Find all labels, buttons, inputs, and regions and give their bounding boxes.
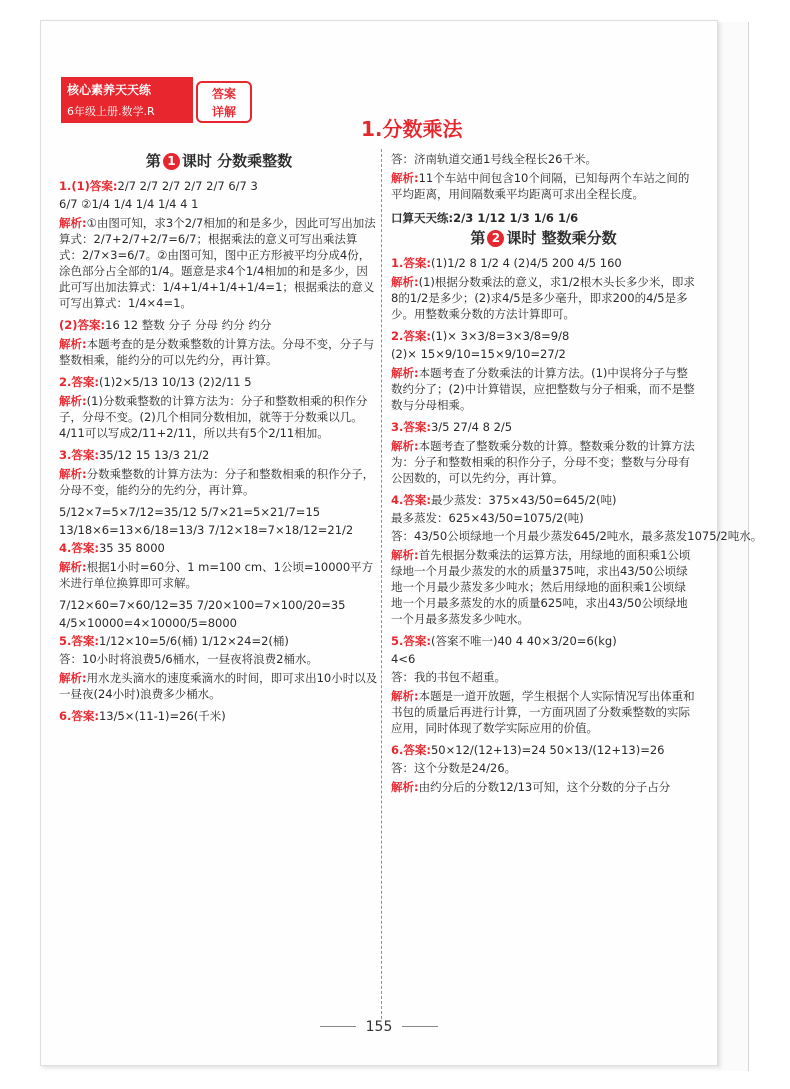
question-number: 2.: [59, 375, 72, 389]
answer-row: [391, 346, 696, 362]
question-number: 6.: [391, 743, 404, 757]
answer-text: 由约分后的分数12/13可知，这个分数的分子占分: [418, 780, 671, 794]
answer-row: [391, 669, 696, 685]
explanation-label: 解析:: [391, 780, 419, 794]
badge-line-1: 答案: [211, 87, 236, 101]
answer-text: 根据1小时=60分、1 m=100 cm、1公顷=10000平方米进行单位换算即可求解。: [59, 560, 374, 590]
unit-title: 1.分数乘法: [361, 117, 463, 141]
page-footer: [41, 1019, 717, 1035]
answer-row: [59, 178, 379, 194]
badge-line-2: 详解: [211, 105, 236, 119]
banner-title: 核心素养天天练: [67, 83, 152, 97]
answer-text: 7/12×60=7×60/12=35 7/20×100=7×100/20=35: [59, 598, 346, 612]
explanation-block: [391, 274, 696, 322]
answer-label: 答案:: [71, 541, 99, 555]
answer-text: 答：43/50公顷绿地一个月最少蒸发645/2吨水，最多蒸发1075/2吨水。: [391, 529, 763, 543]
answer-text: 本题考查了整数乘分数的计算。整数乘分数的计算方法为：分子和整数相乘的积作分子，分母不变；整数与分母有公因数的，可以先约分，再计算。: [391, 439, 695, 485]
explanation-label: 解析:: [391, 366, 419, 380]
answer-label: 答案:: [403, 256, 431, 270]
explanation-label: 解析:: [391, 689, 419, 703]
answer-text: 最多蒸发：625×43/50=1075/2(吨): [391, 511, 584, 525]
banner-subtitle: 6年级上册.数学.R: [67, 105, 155, 118]
lesson-2-name: 课时 整数乘分数: [506, 229, 617, 247]
footer-dash-right: [402, 1026, 438, 1027]
answer-text: 13/5×(11-1)=26(千米): [98, 709, 226, 723]
answer-text: 2/7 2/7 2/7 2/7 2/7 6/7 3: [117, 179, 258, 193]
question-number: 6.: [59, 709, 72, 723]
answer-text: 4/5×10000=4×10000/5=8000: [59, 616, 237, 630]
answer-row: [59, 708, 379, 724]
answer-text: 3/5 27/4 8 2/5: [430, 420, 513, 434]
answer-row: [391, 328, 696, 344]
explanation-label: 解析:: [59, 560, 87, 574]
answer-label: 答案:: [403, 420, 431, 434]
answer-row: [59, 522, 379, 538]
answer-row: [391, 151, 696, 167]
explanation-block: [391, 688, 696, 736]
answer-row: [59, 374, 379, 390]
question-number: 5.: [59, 634, 72, 648]
answer-label: 答案:: [71, 448, 99, 462]
answer-row: [391, 528, 763, 544]
answer-label: (2)答案:: [59, 318, 106, 332]
explanation-label: 解析:: [59, 467, 87, 481]
footer-dash-left: [320, 1026, 356, 1027]
answer-text: 4<6: [391, 652, 416, 666]
answer-row: [391, 210, 696, 226]
answer-label: 答案:: [403, 329, 431, 343]
answer-row: [391, 633, 696, 649]
explanation-block: [59, 393, 379, 441]
answer-text: 50×12/(12+13)=24 50×13/(12+13)=26: [430, 743, 665, 757]
explanation-label: 解析:: [391, 548, 419, 562]
answer-text: 5/12×7=5×7/12=35/12 5/7×21=5×21/7=15: [59, 505, 321, 519]
column-divider: [381, 149, 382, 1019]
question-number: 5.: [391, 634, 404, 648]
explanation-label: 解析:: [59, 216, 87, 230]
answer-label: 答案:: [403, 493, 431, 507]
explanation-label: 解析:: [391, 171, 419, 185]
page-number: 155: [365, 1019, 393, 1035]
answer-text: 答：济南轨道交通1号线全程长26千米。: [391, 152, 597, 166]
answer-text: 2/3 1/12 1/3 1/6 1/6: [453, 211, 579, 225]
explanation-label: 解析:: [59, 337, 87, 351]
answer-row: [59, 540, 379, 556]
series-banner: [61, 77, 193, 123]
answer-text: 1/12×10=5/6(桶) 1/12×24=2(桶): [98, 634, 289, 648]
left-answer-list: [59, 178, 379, 724]
answer-text: 用水龙头滴水的速度乘滴水的时间，即可求出10小时以及一昼夜(24小时)浪费多少桶水。: [59, 671, 378, 701]
explanation-block: [391, 547, 696, 627]
answer-text: 35/12 15 13/3 21/2: [98, 448, 210, 462]
answer-text: (1)分数乘整数的计算方法为：分子和整数相乘的积作分子，分母不变。(2)几个相同分数相加，就等于分数乘以几。4/11可以写成2/11+2/11，所以共有5个2/11相加。: [59, 394, 368, 440]
answer-row: [59, 651, 379, 667]
answer-text: 35 35 8000: [98, 541, 165, 555]
question-number: 4.: [391, 493, 404, 507]
answer-text: (1)2×5/13 10/13 (2)2/11 5: [98, 375, 252, 389]
explanation-label: 解析:: [391, 439, 419, 453]
answer-row: [59, 317, 379, 333]
question-number: 口算天天练:: [391, 211, 454, 225]
answer-text: 6/7 ②1/4 1/4 1/4 1/4 4 1: [59, 197, 199, 211]
answer-text: 答：这个分数是24/26。: [391, 761, 517, 775]
explanation-block: [391, 365, 696, 413]
answer-text: (2)× 15×9/10=15×9/10=27/2: [391, 347, 566, 361]
answer-row: [391, 492, 696, 508]
answer-text: 本题考查的是分数乘整数的计算方法。分母不变，分子与整数相乘，能约分的可以先约分，再计算。: [59, 337, 375, 367]
lesson-2-prefix: 第: [470, 229, 486, 247]
lesson-1-title: [59, 153, 379, 170]
answer-row: [59, 504, 379, 520]
lesson-1-name: 课时 分数乘整数: [181, 152, 293, 170]
answer-row: [391, 651, 696, 667]
answer-row: [391, 742, 696, 758]
answer-row: [59, 633, 379, 649]
answer-text: 16 12 整数 分子 分母 约分 约分: [105, 318, 272, 332]
answer-text: 本题是一道开放题，学生根据个人实际情况写出体重和书包的质量后再进行计算，一方面巩固了分数乘整数的实际应用，同时体现了数学实际应用的价值。: [391, 689, 695, 735]
lesson-2-number: 2: [487, 230, 504, 247]
explanation-block: [59, 215, 379, 311]
answer-label: 答案:: [71, 375, 99, 389]
question-number: 4.: [59, 541, 72, 555]
answer-text: (1)1/2 8 1/2 4 (2)4/5 200 4/5 160: [430, 256, 622, 270]
answer-badge: [196, 81, 252, 123]
explanation-block: [59, 670, 379, 702]
right-column: [391, 149, 763, 801]
explanation-block: [391, 779, 696, 795]
answer-text: 答：我的书包不超重。: [391, 670, 506, 684]
explanation-block: [391, 170, 696, 202]
explanation-block: [59, 336, 379, 368]
explanation-block: [59, 466, 379, 498]
question-number: 3.: [391, 420, 404, 434]
answer-row: [391, 760, 696, 776]
right-answer-list-a: [391, 151, 696, 226]
right-answer-list-b: [391, 255, 763, 795]
answer-text: (答案不唯一)40 4 40×3/20=6(kg): [430, 634, 617, 648]
answer-label: 答案:: [403, 743, 431, 757]
answer-text: 首先根据分数乘法的运算方法，用绿地的面积乘1公顷绿地一个月最少蒸发的水的质量375吨，求出43/50公顷绿地一个月最少蒸发多少吨水；然后用绿地的面积乘1公顷绿地一个月最多蒸发的水的质量625吨，求出43/50公顷绿地一个月最多蒸发多少吨水。: [391, 548, 691, 626]
question-number: 1.: [59, 179, 72, 193]
explanation-block: [391, 438, 696, 486]
answer-row: [391, 255, 696, 271]
answer-label: 答案:: [71, 709, 99, 723]
page-stack-edge-5: [742, 22, 749, 1071]
answer-row: [59, 597, 379, 613]
answer-text: (1)根据分数乘法的意义，求1/2根木头长多少米，即求8的1/2是多少；(2)求4/5是多少毫升，即求200的4/5是多少。用整数乘分数的方法计算即可。: [391, 275, 695, 321]
answer-label: (1)答案:: [71, 179, 118, 193]
answer-row: [391, 510, 696, 526]
answer-row: [391, 419, 696, 435]
answer-text: 答：10小时将浪费5/6桶水，一昼夜将浪费2桶水。: [59, 652, 318, 666]
question-number: 2.: [391, 329, 404, 343]
answer-row: [59, 447, 379, 463]
explanation-label: 解析:: [391, 275, 419, 289]
lesson-1-prefix: 第: [145, 152, 161, 170]
document-page: [40, 20, 763, 1066]
answer-text: 11个车站中间包含10个间隔，已知每两个车站之间的平均距离，用间隔数乘平均距离可求出全程长度。: [391, 171, 690, 201]
answer-text: (1)× 3×3/8=3×3/8=9/8: [430, 329, 570, 343]
answer-text: ①由图可知，求3个2/7相加的和是多少，因此可写出加法算式：2/7+2/7+2/7=6/7；根据乘法的意义可写出乘法算式：2/7×3=6/7。②由图可知，图中正方形被平均分成4份，涂色部分占全部的1/4。题意是求4个1/4相加的和是多少，因此可写出加法算式：1/4+1/4+1/4+1/4=1；根据乘法的意义可写出算式：1/4×4=1。: [59, 216, 376, 310]
explanation-label: 解析:: [59, 671, 87, 685]
answer-row: [59, 196, 379, 212]
left-column: [59, 149, 379, 726]
answer-text: 13/18×6=13×6/18=13/3 7/12×18=7×18/12=21/2: [59, 523, 354, 537]
answer-text: 分数乘整数的计算方法为：分子和整数相乘的积作分子，分母不变，能约分的先约分，再计算。: [59, 467, 375, 497]
lesson-1-number: 1: [163, 153, 180, 170]
explanation-label: 解析:: [59, 394, 87, 408]
lesson-2-title: [391, 230, 696, 247]
answer-row: [59, 615, 379, 631]
answer-label: 答案:: [71, 634, 99, 648]
explanation-block: [59, 559, 379, 591]
answer-text: 最少蒸发：375×43/50=645/2(吨): [430, 493, 617, 507]
answer-label: 答案:: [403, 634, 431, 648]
question-number: 3.: [59, 448, 72, 462]
question-number: 1.: [391, 256, 404, 270]
answer-text: 本题考查了分数乘法的计算方法。(1)中误将分子与整数约分了；(2)中计算错误，应把整数与分子相乘，而不是整数与分母相乘。: [391, 366, 695, 412]
